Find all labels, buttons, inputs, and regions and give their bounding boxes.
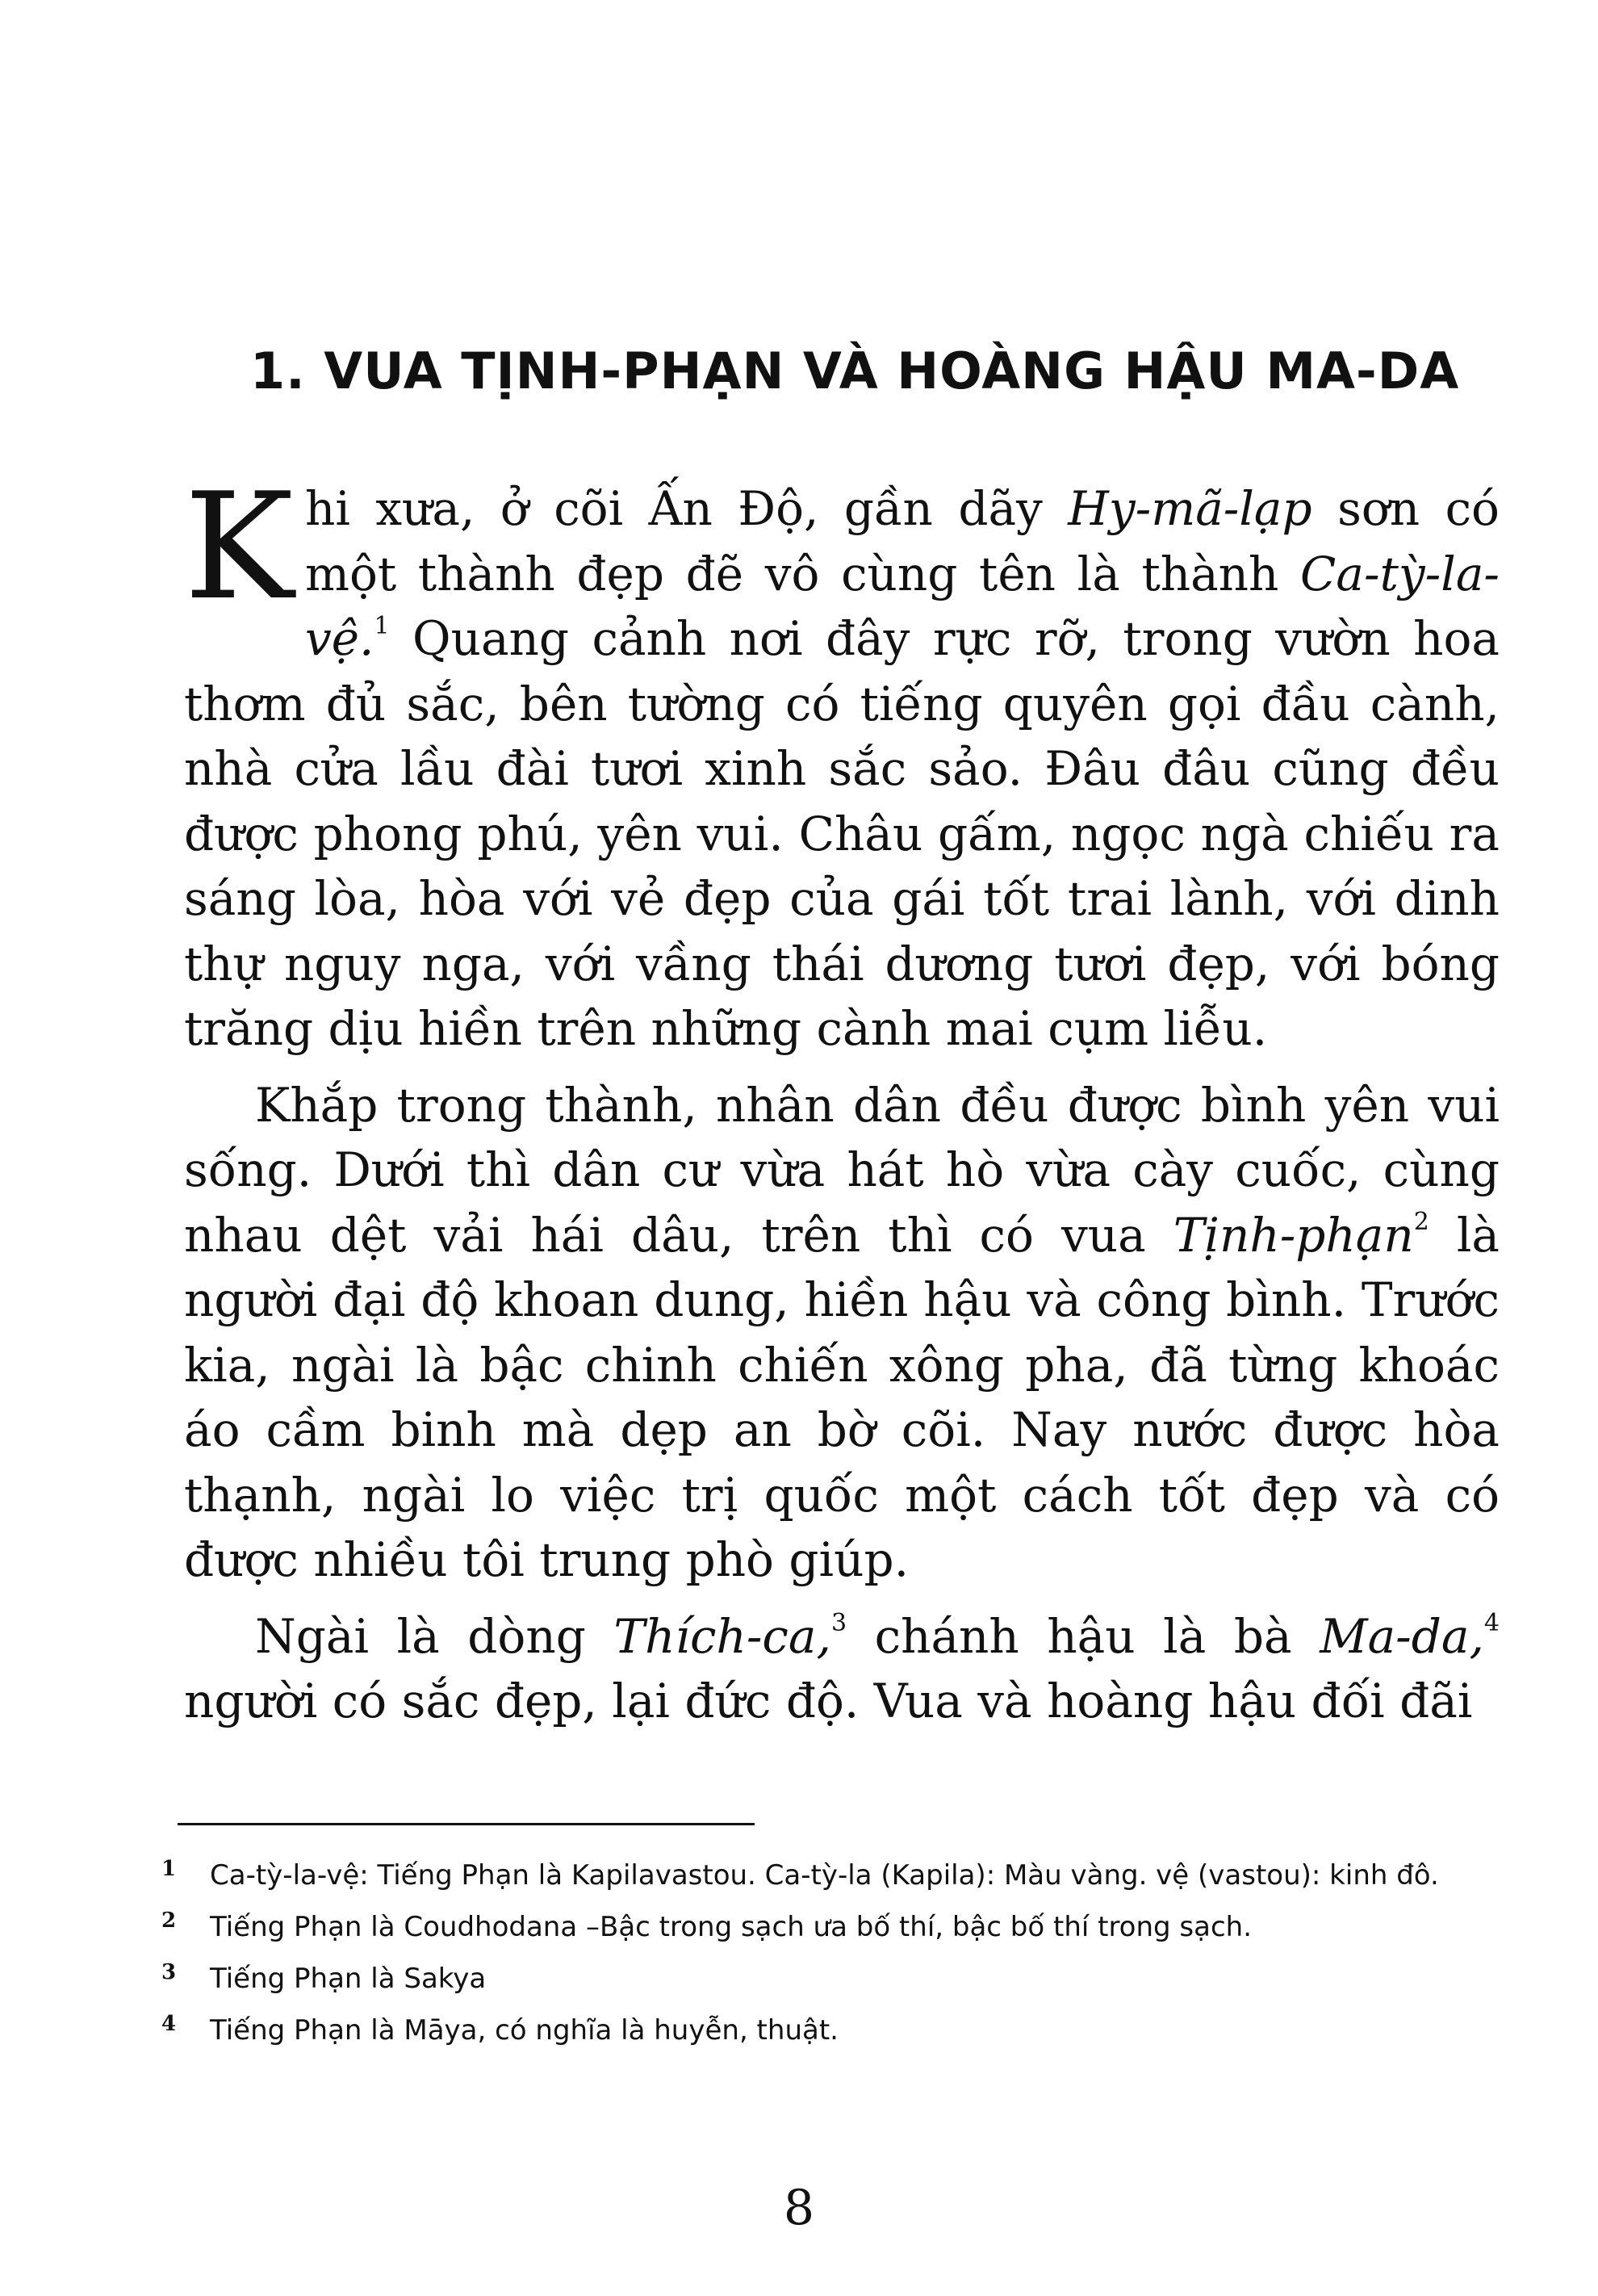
footnote-number: 3 [161, 1960, 177, 1984]
italic-term: Thích-ca, [613, 1608, 831, 1664]
paragraph-2 [184, 1073, 1500, 1593]
chapter-title: 1. VUA TỊNH-PHẠN VÀ HOÀNG HẬU MA-DA [250, 341, 1460, 400]
body-text [184, 461, 1500, 1745]
italic-term: Hy-mã-lạp [1068, 481, 1312, 536]
footnote-ref: 1 [374, 611, 390, 640]
drop-cap: K [184, 461, 294, 632]
italic-term: Ma-da, [1320, 1608, 1484, 1664]
text-run: Ngài là dòng [255, 1608, 614, 1664]
text-run: Khắp trong thành, nhân dân đều được bình yên vui sống. Dưới thì dân cư vừa hát hò vừa cày cuốc, cùng nhau dệt vải hái dâu, trên thì có vua [184, 1077, 1500, 1263]
footnote-text: Tiếng Phạn là Coudhodana –Bậc trong sạch ưa bố thí, bậc bố thí trong sạch. [210, 1911, 1253, 1943]
text-run: chánh hậu là bà [847, 1608, 1320, 1664]
footnote-text: Ca-tỳ-la-vệ: Tiếng Phạn là Kapilavastou. Ca-tỳ-la (Kapila): Màu vàng. vệ (vastou): kinh đô. [210, 1859, 1439, 1892]
footnote [161, 1857, 1485, 1894]
footnote [161, 2012, 1485, 2049]
footnote-text: Tiếng Phạn là Sakya [210, 1963, 487, 1995]
footnote-number: 4 [161, 2012, 177, 2036]
footnote-number: 2 [161, 1908, 177, 1933]
text-run: sơn có một thành đẹp đẽ vô cùng tên là thành [304, 481, 1500, 601]
footnote-ref: 4 [1483, 1609, 1500, 1638]
footnote [161, 1960, 1485, 1997]
text-run: Quang cảnh nơi đây rực rỡ, trong vườn hoa thơm đủ sắc, bên tường có tiếng quyên gọi đầu cành, nhà cửa lầu đài tươi xinh sắc sảo. Đâu đâu cũng đều được phong phú, yên vui. Châu gấm, ngọc ngà chiếu ra sáng lòa, hòa với vẻ đẹp của gái tốt trai lành, với dinh thự nguy nga, với vầng thái dương tươi đẹp, với bóng trăng dịu hiền trên những cành mai cụm liễu. [184, 611, 1500, 1056]
footnote-number: 1 [161, 1857, 177, 1881]
italic-term: Tịnh-phạn [1173, 1207, 1414, 1263]
footnote-ref: 2 [1413, 1208, 1429, 1237]
footnotes [161, 1857, 1485, 2063]
footnote [161, 1908, 1485, 1946]
footnote-divider [178, 1823, 755, 1825]
text-run: người có sắc đẹp, lại đức độ. Vua và hoàng hậu đối đãi [184, 1674, 1473, 1728]
footnote-text: Tiếng Phạn là Māya, có nghĩa là huyễn, thuật. [210, 2014, 839, 2047]
paragraph-1 [184, 461, 1500, 1062]
page-number: 8 [783, 2180, 815, 2236]
footnote-ref: 3 [830, 1609, 847, 1638]
italic-term: Ca-tỳ-la-vệ. [304, 546, 1500, 666]
paragraph-3 [184, 1604, 1500, 1734]
text-run: hi xưa, ở cõi Ấn Độ, gần dãy [304, 481, 1069, 536]
text-run: là người đại độ khoan dung, hiền hậu và công bình. Trước kia, ngài là bậc chinh chiến xông pha, đã từng khoác áo cầm binh mà dẹp an bờ cõi. Nay nước được hòa thạnh, ngài lo việc trị quốc một cách tốt đẹp và có được nhiều tôi trung phò giúp. [184, 1207, 1500, 1587]
